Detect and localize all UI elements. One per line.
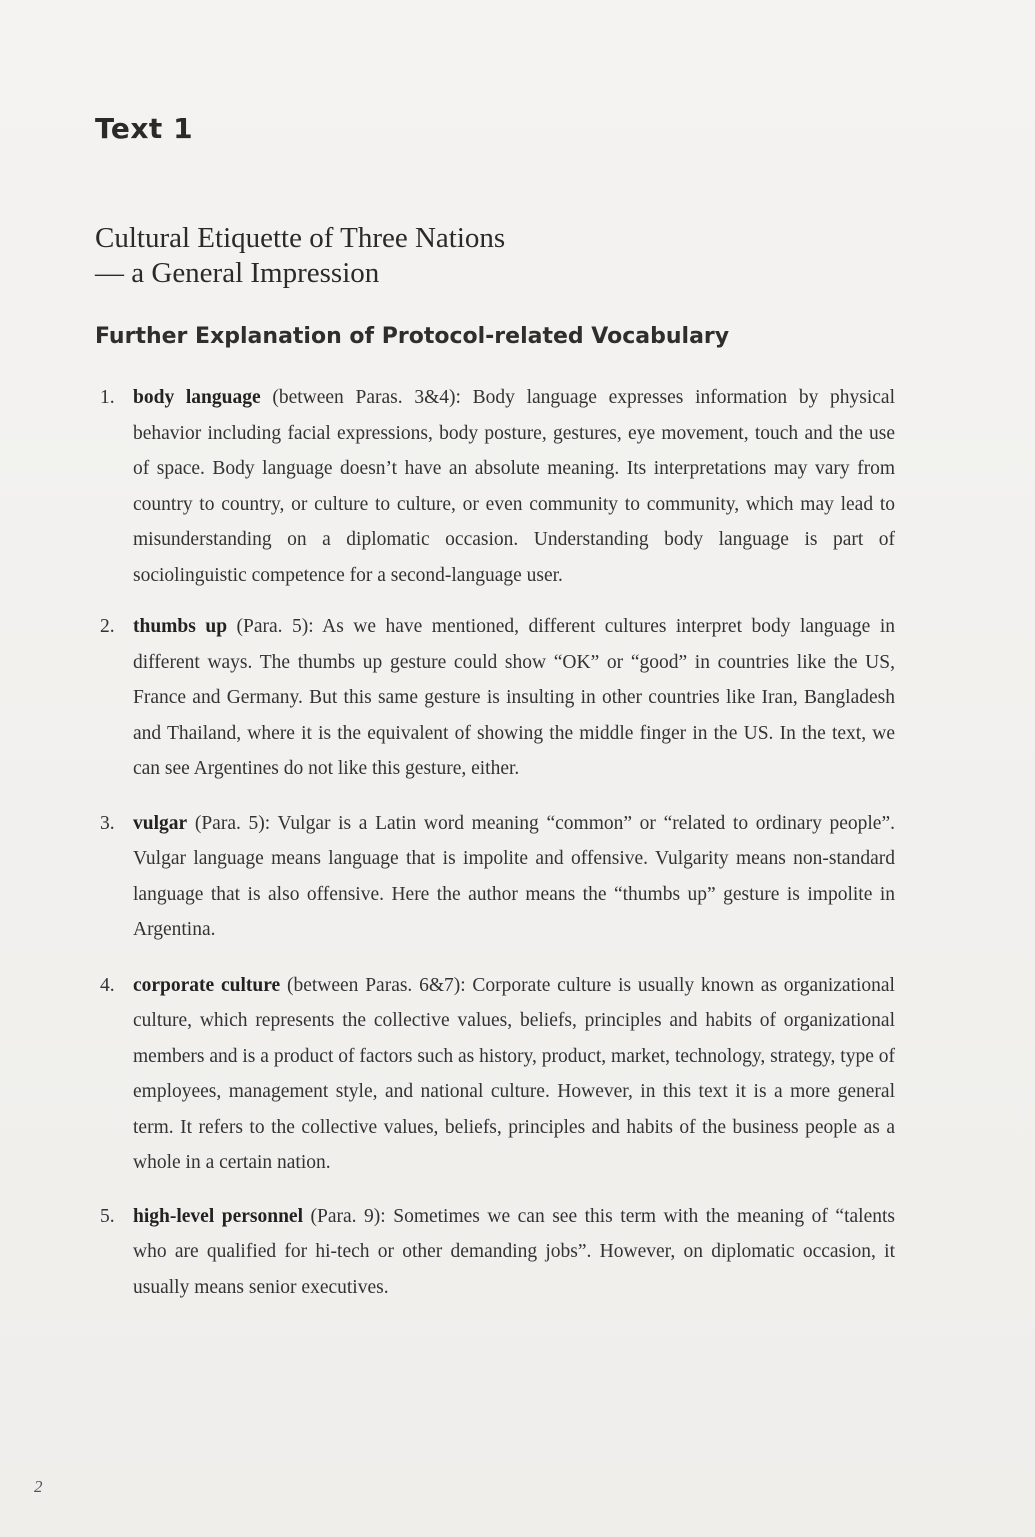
vocabulary-term: thumbs up (133, 616, 228, 637)
vocabulary-term: vulgar (133, 812, 188, 834)
vocabulary-explanation: Body language expresses information by physical behavior including facial expressions, body posture, gestures, eye movement, touch and the use of space. Body language doesn’t have an absolute meaning. Its interpretations may vary from country to country, or culture to culture, or even community to community, which may lead to misunderstanding on a diplomatic occasion. Understanding body language is part of sociolinguistic competence for a second-language user. (133, 387, 896, 586)
item-number: 5. (100, 1205, 115, 1227)
article-title-line-1: Cultural Etiquette of Three Nations (95, 222, 506, 254)
text-label: Text 1 (95, 112, 194, 145)
vocabulary-term: corporate culture (133, 974, 281, 996)
item-number: 2. (100, 616, 115, 637)
paragraph-reference: (Para. 5): (187, 812, 278, 834)
vocabulary-item (100, 609, 895, 787)
vocabulary-item (100, 380, 895, 593)
paragraph-reference: (Para. 5): (227, 616, 323, 637)
vocabulary-explanation: Sometimes we can see this term with the meaning of “talents who are qualified for hi-tech or other demanding jobs”. However, on diplomatic occasion, it usually means senior executives. (133, 1205, 895, 1298)
vocabulary-explanation: Corporate culture is usually known as organizational culture, which represents the collective values, beliefs, principles and habits of organizational members and is a product of factors such as history, product, market, technology, strategy, type of employees, management style, and national culture. However, in this text it is a more general term. It refers to the collective values, beliefs, principles and habits of the business people as a whole in a certain nation. (133, 974, 895, 1173)
paragraph-reference: (Para. 9): (303, 1205, 394, 1227)
vocabulary-list (100, 380, 895, 1305)
item-number: 3. (100, 812, 115, 834)
item-number: 1. (100, 387, 115, 408)
page-number: 2 (34, 1477, 43, 1496)
vocabulary-term: high-level personnel (133, 1205, 304, 1227)
vocabulary-item (100, 968, 895, 1181)
vocabulary-term: body language (133, 387, 261, 408)
paragraph-reference: (between Paras. 6&7): (280, 974, 473, 996)
vocabulary-explanation: As we have mentioned, different cultures interpret body language in different ways. The thumbs up gesture could show “OK” or “good” in countries like the US, France and Germany. But this same gesture is insulting in other countries like Iran, Bangladesh and Thailand, where it is the equivalent of showing the middle finger in the US. In the text, we can see Argentines do not like this gesture, either. (133, 616, 895, 779)
section-heading: Further Explanation of Protocol-related Vocabulary (95, 324, 730, 349)
article-title (95, 221, 505, 291)
paragraph-reference: (between Paras. 3&4): (260, 387, 473, 408)
vocabulary-explanation: Vulgar is a Latin word meaning “common” or “related to ordinary people”. Vulgar language means language that is impolite and offensive. Vulgarity means non-standard language that is also offensive. Here the author means the “thumbs up” gesture is impolite in Argentina. (133, 812, 895, 940)
vocabulary-item (100, 1199, 895, 1306)
vocabulary-item (100, 806, 895, 948)
item-number: 4. (100, 974, 115, 996)
article-title-line-2: — a General Impression (95, 257, 380, 289)
